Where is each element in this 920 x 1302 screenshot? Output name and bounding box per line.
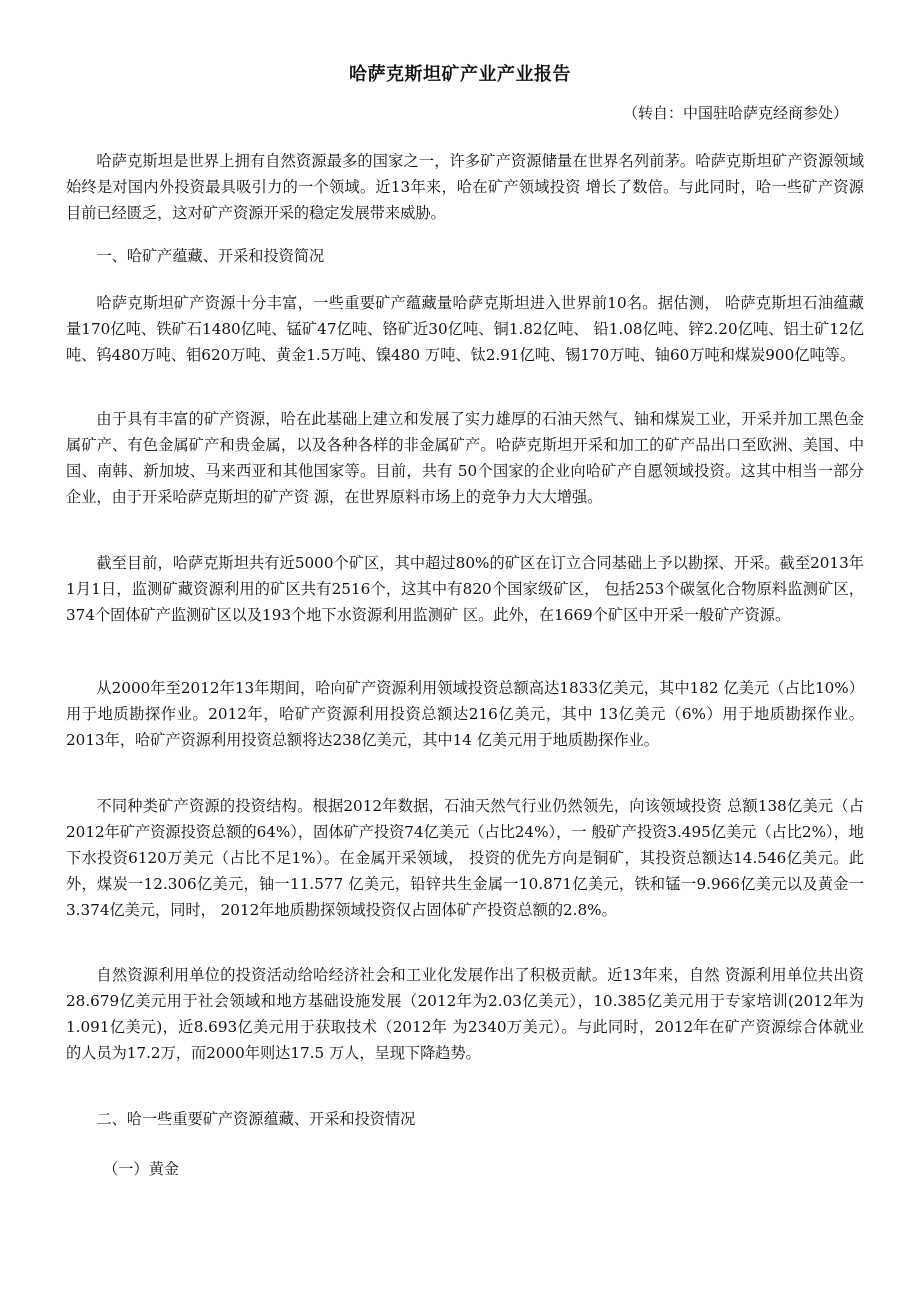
paragraph-industry: 由于具有丰富的矿产资源，哈在此基础上建立和发展了实力雄厚的石油天然气、铀和煤炭工业，开采并加工黑色金属矿产、有色金属矿产和贵金属，以及各种各样的非金属矿产。哈萨克斯坦开采和加工的矿产品出口至欧洲、美国、中国、南韩、新加坡、马来西亚和其他国家等。目前，共有 50个国家的企业向哈矿产自愿领域投资。这其中相当一部分企业，由于开采哈萨克斯坦的矿产资 源，在世界原料市场上的竞争力大大增强。 bbox=[66, 410, 864, 506]
subsection-heading-gold: （一）黄金 bbox=[103, 1160, 179, 1178]
paragraph-investment-totals: 从2000年至2012年13年期间，哈向矿产资源利用领域投资总额高达1833亿美元，其中182 亿美元（占比10%）用于地质勘探作业。2012年，哈矿产资源利用投资总额达216亿美元，其中 13亿美元（6%）用于地质勘探作业。2013年，哈矿产资源利用投资总额将达238亿美元，其中14 亿美元用于地质勘探作业。 bbox=[66, 679, 864, 749]
paragraph-intro: 哈萨克斯坦是世界上拥有自然资源最多的国家之一，许多矿产资源储量在世界名列前茅。哈萨克斯坦矿产资源领域始终是对国内外投资最具吸引力的一个领域。近13年来，哈在矿产领域投资 增长了数倍。与此同时，哈一些矿产资源目前已经匮乏，这对矿产资源开采的稳定发展带来威胁。 bbox=[66, 152, 864, 222]
document-title: 哈萨克斯坦矿产业产业报告 bbox=[349, 64, 571, 85]
paragraph-reserves: 哈萨克斯坦矿产资源十分丰富，一些重要矿产蕴藏量哈萨克斯坦进入世界前10名。据估测， 哈萨克斯坦石油蕴藏量170亿吨、铁矿石1480亿吨、锰矿47亿吨、铬矿近30亿吨、铜1.82亿吨、 铅1.08亿吨、锌2.20亿吨、铝土矿12亿吨、钨480万吨、钼620万吨、黄金1.5万吨、镍480 万吨、钛2.91亿吨、锡170万吨、铀60万吨和煤炭900亿吨等。 bbox=[66, 294, 864, 364]
section-heading-2: 二、哈一些重要矿产资源蕴藏、开采和投资情况 bbox=[96, 1110, 416, 1128]
paragraph-investment-structure: 不同种类矿产资源的投资结构。根据2012年数据，石油天然气行业仍然领先，向该领域投资 总额138亿美元（占2012年矿产资源投资总额的64%），固体矿产投资74亿美元（占比24%），一 般矿产投资3.495亿美元（占比2%），地下水投资6120万美元（占比不足1%）。在金属开采领域， 投资的优先方向是铜矿，其投资总额达14.546亿美元。此外，煤炭一12.306亿美元，铀一11.577 亿美元，铅锌共生金属一10.871亿美元，铁和锰一9.966亿美元以及黄金一3.374亿美元，同时， 2012年地质勘探领域投资仅占固体矿产投资总额的2.8%。 bbox=[66, 797, 864, 919]
paragraph-social-contribution: 自然资源利用单位的投资活动给哈经济社会和工业化发展作出了积极贡献。近13年来，自然 资源利用单位共出资28.679亿美元用于社会领域和地方基础设施发展（2012年为2.03亿美元），10.385亿美元用于专家培训(2012年为1.091亿美元)，近8.693亿美元用于获取技术（2012年 为2340万美元）。与此同时，2012年在矿产资源综合体就业的人员为17.2万，而2000年则达17.5 万人，呈现下降趋势。 bbox=[66, 966, 864, 1062]
document-source: （转自：中国驻哈萨克经商参处） bbox=[622, 104, 848, 122]
section-heading-1: 一、哈矿产蕴藏、开采和投资简况 bbox=[96, 247, 325, 265]
paragraph-mining-areas: 截至目前，哈萨克斯坦共有近5000个矿区，其中超过80%的矿区在订立合同基础上予以勘探、开采。截至2013年1月1日，监测矿藏资源利用的矿区共有2516个，这其中有820个国家级矿区， 包括253个碳氢化合物原料监测矿区，374个固体矿产监测矿区以及193个地下水资源利用监测矿 区。此外，在1669个矿区中开采一般矿产资源。 bbox=[66, 554, 864, 624]
